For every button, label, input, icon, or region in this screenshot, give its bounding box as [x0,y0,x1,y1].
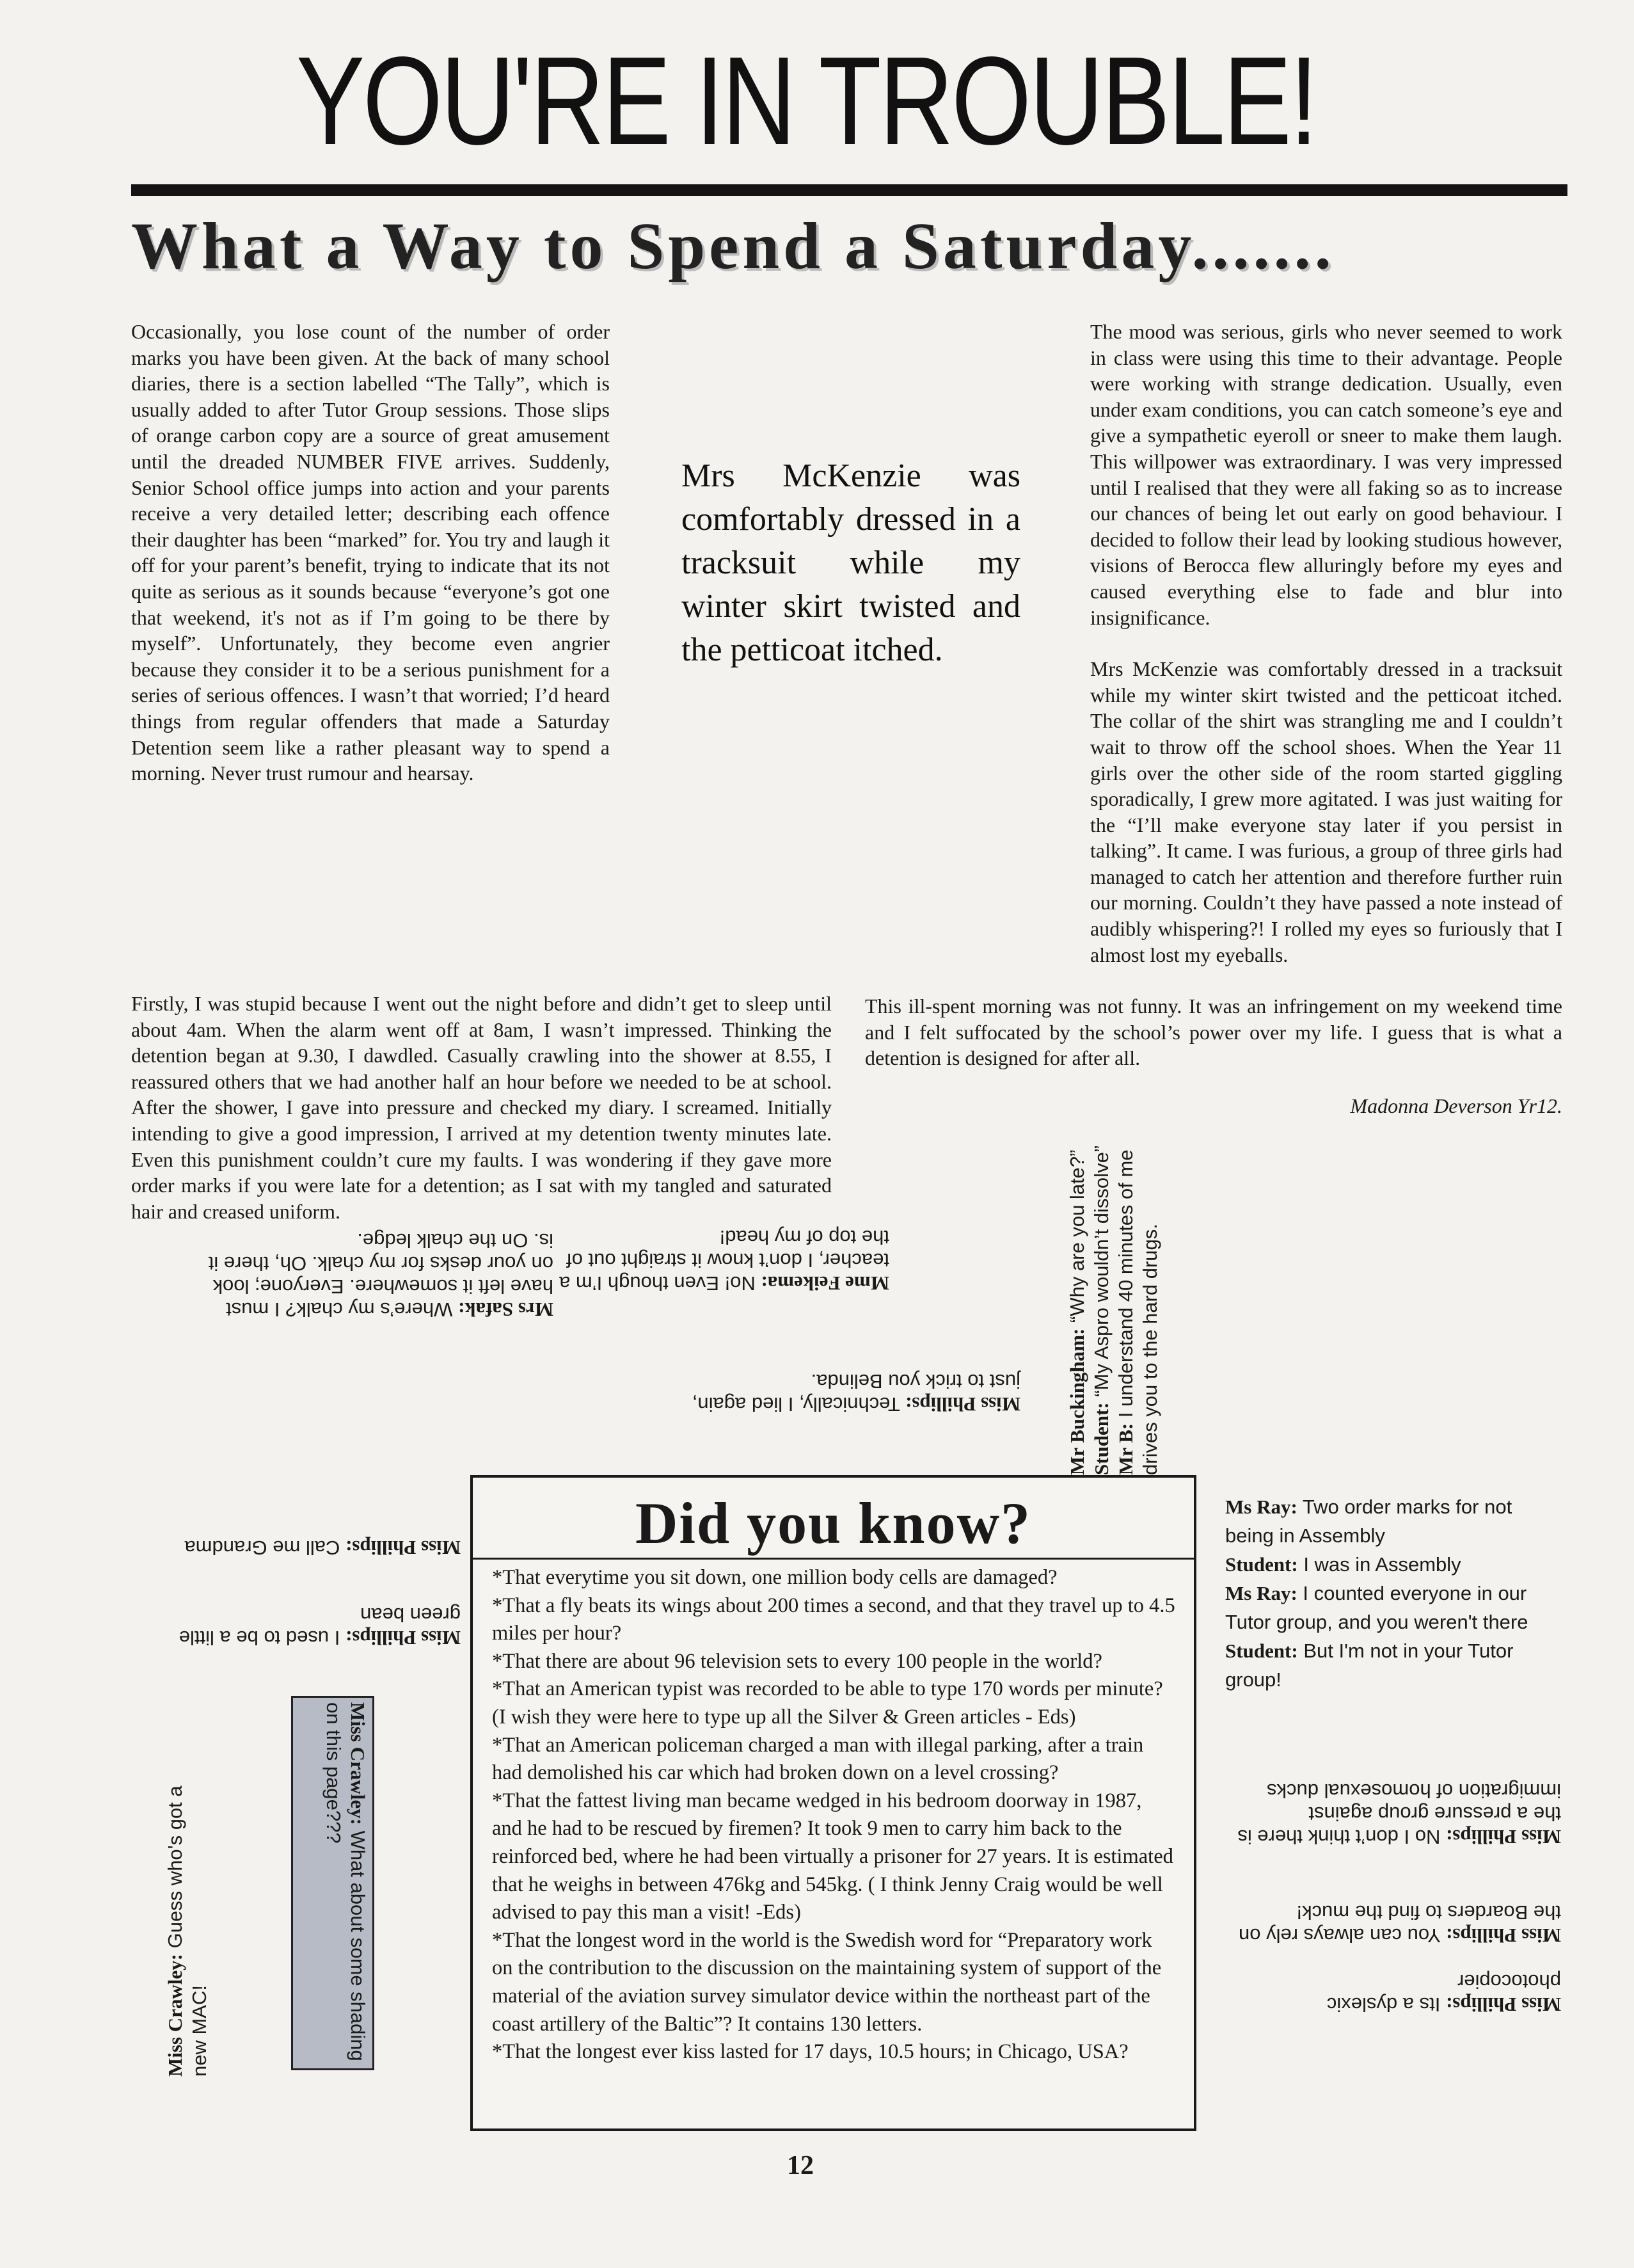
quote-speaker: Miss Crawley: [347,1702,369,1825]
quote-speaker: Student: [1225,1640,1298,1662]
quote-text: No I don’t think there is the a pressure group against immigration of homosexual ducks [1237,1780,1561,1848]
did-you-know-title: Did you know? [635,1490,1032,1556]
did-you-know-box [470,1475,1196,2131]
quote-speaker: Ms Ray: [1225,1496,1297,1518]
quote-buckingham [1065,1117,1162,1475]
fact-item: *That there are about 96 television sets to every 100 people in the world? [492,1649,1102,1673]
did-you-know-facts [492,1564,1177,2066]
quote-speaker: Miss Phillips: [905,1393,1020,1416]
quote-text: But I'm not in your Tutor group! [1225,1640,1514,1691]
quote-speaker: Mr Buckingham: [1066,1328,1088,1475]
box-title-rule [473,1558,1194,1560]
quote-text: I was in Assembly [1297,1553,1461,1576]
quote-text: “My Aspro wouldn’t dissolve” [1090,1145,1113,1403]
quote-text: Its a dyslexic photocopier [1326,1970,1561,2016]
quote-speaker: Miss Phillips: [1445,1924,1561,1947]
quote-crawley-shading [321,1702,370,2064]
fact-item: *That the fattest living man became wedged in his bedroom doorway in 1987, and he had to be rescued by firemen? It took 9 men to carry him back to the reinforced bed, where he had been virtually a prisoner for 27 years. It is estimated that he weighs in between 476kg and 545kg. ( I think Jenny Craig would be well advised to pay this man a visit! -Eds) [492,1789,1173,1924]
quote-text: Where’s my chalk? I must have left it somewhere. Everyone; look on your desks for my chalk. Oh, there it is. On the chalk ledge. [208,1229,553,1321]
fact-item: *That a fly beats its wings about 200 times a second, and that they travel up to 4.5 miles per hour? [492,1593,1175,1645]
quote-safak [198,1229,553,1321]
page-number: 12 [787,2151,814,2180]
quote-phillips-photocopier [1219,1970,1561,2016]
quote-speaker: Mrs Safak: [458,1298,553,1321]
quote-feikema [550,1226,889,1295]
pull-quote-spacer [865,427,1083,991]
quote-speaker: Miss Phillips: [345,1537,461,1559]
quote-phillips-muck [1219,1901,1561,1947]
quote-crawley-mac [163,1750,212,2077]
quote-phillips-grandma [160,1536,461,1559]
byline: Madonna Deverson Yr12. [1350,1094,1562,1118]
quote-speaker: Mr B: [1114,1423,1137,1475]
quote-text: Guess who's got a new MAC! [164,1785,210,2077]
quote-phillips-lied [672,1370,1020,1416]
quote-text: I understand 40 minutes of me drives you to the hard drugs. [1114,1149,1161,1475]
fact-item: *That everytime you sit down, one million body cells are damaged? [492,1566,1058,1589]
article-paragraph: Mrs McKenzie was comfortably dressed in a tracksuit while my winter skirt twisted and the petticoat itched. The collar of the shirt was strangling me and I couldn’t wait to throw off the school shoes. When the Year 11 girls over the other side of the room started giggling sporadically, I grew more agitated. I was just waiting for the “I’ll make everyone stay later if you persist in talking”. It came. I was furious, a group of three girls had managed to catch her attention and therefore further ruin our morning. Couldn’t they have passed a note instead of audibly whispering?! I rolled my eyes so furiously that I almost lost my eyeballs. [1090,657,1562,966]
fact-item: *That an American typist was recorded to be able to type 170 words per minute? (I wish they were here to type up all the Silver & Green articles - Eds) [492,1677,1163,1729]
quote-speaker: Student: [1090,1402,1113,1475]
quote-text: No! Even though I’m a teacher, I don’t know it straight out of the top of my head! [559,1226,889,1295]
fact-item: *That an American policeman charged a man with illegal parking, after a train had demolished his car which had broken down on a level crossing? [492,1733,1144,1785]
quote-phillips-green [160,1603,461,1649]
article-title: What a Way to Spend a Saturday....... [131,209,1335,283]
page-headline: YOU'RE IN TROUBLE! [296,31,1317,171]
quote-speaker: Ms Ray: [1225,1582,1297,1604]
article-paragraph: Occasionally, you lose count of the number of order marks you have been given. At the back of many school diaries, there is a section labelled “The Tally”, which is usually added to after Tutor Group sessions. Those slips of orange carbon copy are a source of great amusement until the dreaded NUMBER FIVE arrives. Suddenly, Senior School office jumps into action and your parents receive a very detailed letter; describing each offence their daughter has been “marked” for. You try and laugh it off for your parent’s benefit, trying to indicate that its not quite as serious as it sounds because “everyone’s got one that weekend, it's not as if I’m going to be there by myself”. Unfortunately, they become even angrier because they consider it to be a serious punishment for a series of serious offences. I wasn’t that worried; I’d heard things from regular offenders that made a Saturday Detention seem like a rather pleasant way to spend a morning. Never trust rumour and hearsay. [131,320,610,785]
headline-rule [131,184,1567,196]
fact-item: *That the longest ever kiss lasted for 17 days, 10.5 hours; in Chicago, USA? [492,2040,1129,2064]
article-paragraph: The mood was serious, girls who never seemed to work in class were using this time to their advantage. People were working with strange dedication. Usually, even under exam conditions, you can catch someone’s eye and give a sympathetic eyeroll or sneer to make them laugh. This willpower was extraordinary. I was very impressed until I realised that they were all faking so as to increase our chances of being let out early on good behaviour. I decided to follow their lead by looking studious however, visions of Berocca flew alluringly before my eyes and caused everything else to fade and blur into insignificance. [1090,320,1562,629]
quote-speaker: Mme Feikema: [761,1272,889,1295]
fact-item: *That the longest word in the world is the Swedish word for “Preparatory work on the contribution to the discussion on the maintaining system of support of the material of the aviation survey simulator device within the northeast part of the coast artillery of the Baltic”? It contains 130 letters. [492,1928,1162,2036]
quote-phillips-ducks [1219,1779,1561,1848]
quote-speaker: Miss Phillips: [1445,1993,1561,2016]
quote-speaker: Miss Phillips: [345,1627,461,1649]
quote-text: “Why are you late?” [1066,1149,1088,1329]
quote-text: Two order marks for not being in Assembly [1225,1496,1512,1547]
quote-text: Call me Grandma [184,1537,345,1559]
article-right-column [865,319,1562,1119]
quote-text: What about some shading on this page??? [322,1702,369,2061]
quote-text: You can always rely on the Boarders to find the muck! [1238,1901,1561,1947]
quote-ms-ray [1225,1492,1558,1694]
pull-quote: Mrs McKenzie was comfortably dressed in a tracksuit while my winter skirt twisted and the petticoat itched. [681,458,1020,668]
quote-text: I used to be a little green bean [178,1604,461,1649]
article-paragraph: This ill-spent morning was not funny. It was an infringement on my weekend time and I felt suffocated by the school’s power over my life. I guess that is what a detention is designed for after all. [865,994,1562,1070]
quote-text: Technically, I lied again, just to trick you Belinda. [692,1370,1020,1416]
quote-speaker: Student: [1225,1553,1298,1576]
article-paragraph: Firstly, I was stupid because I went out the night before and didn’t get to sleep until about 4am. When the alarm went off at 8am, I wasn’t impressed. Thinking the detention began at 9.30, I dawdled. Casually crawling into the shower at 8.55, I reassured others that we had another half an hour before we needed to be at school. After the shower, I gave into pressure and checked my diary. I screamed. Initially intending to give a good impression, I arrived at my detention twenty minutes late. Even this punishment couldn’t cure my faults. I was wondering if they gave more order marks if you were late for a detention; as I sat with my tangled and saturated hair and creased uniform. [131,992,832,1223]
quote-speaker: Miss Crawley: [164,1954,186,2077]
quote-text: I counted everyone in our Tutor group, and you weren't there [1225,1582,1528,1633]
quote-speaker: Miss Phillips: [1445,1826,1561,1848]
